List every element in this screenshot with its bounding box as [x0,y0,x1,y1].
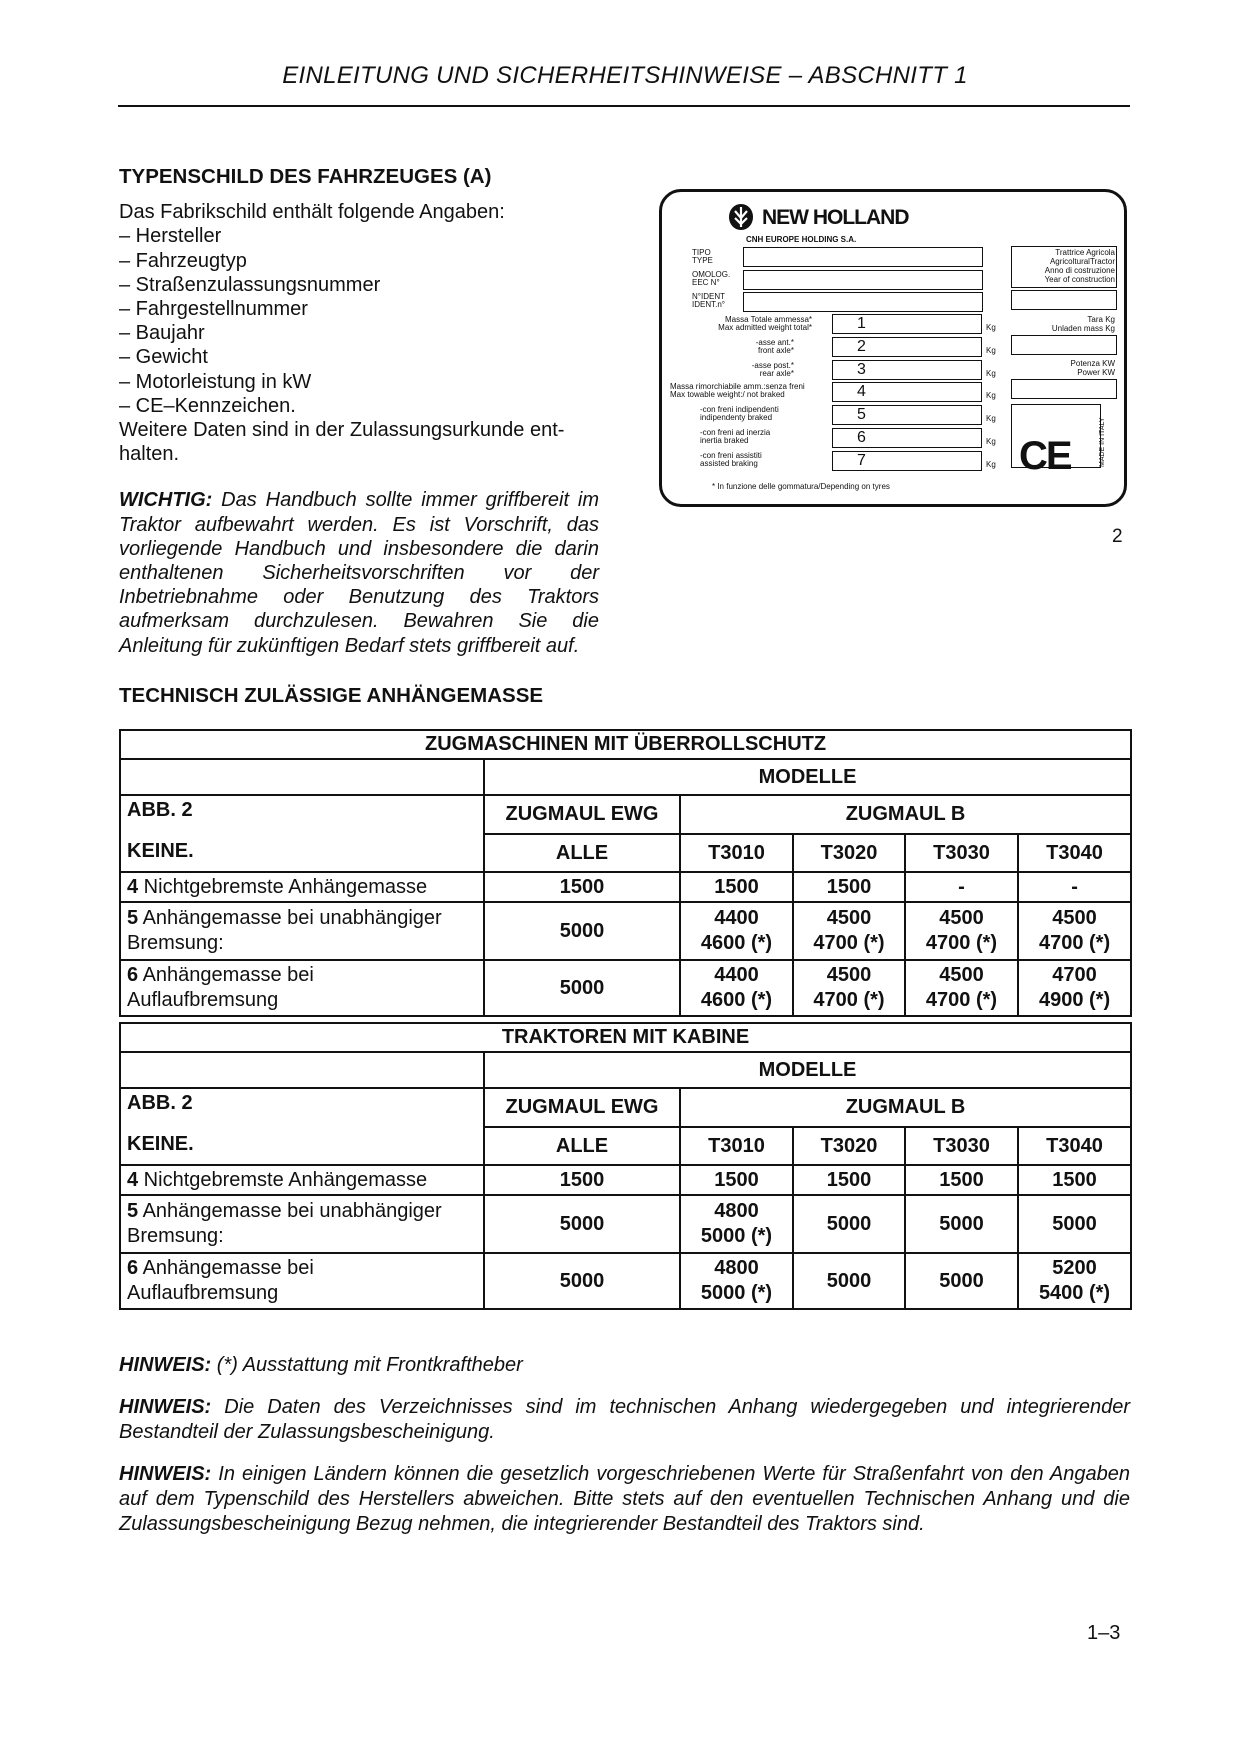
table-title: TRAKTOREN MIT KABINE [120,1023,1131,1052]
list-item: – Baujahr [119,322,205,345]
cell-value: 4700 (*) [925,989,998,1011]
table-cell [793,960,905,1016]
table-cell [680,902,793,960]
label-assisted-braking: assisted braking [700,459,758,468]
table-cell [680,1253,793,1309]
table-header-model: T3020 [793,834,905,872]
text-line: Weitere Daten sind in der Zulassungsurkunde ent- [119,419,565,442]
label-assistiti: -con freni assistiti [700,451,762,460]
table-cell [1018,1253,1131,1309]
label-inertia-braked: inertia braked [700,436,749,445]
label-inerzia: -con freni ad inerzia [700,428,771,437]
table-cell: 5000 [484,1253,680,1309]
table-header-abb [120,795,484,872]
nameplate-description [119,165,599,658]
weight-box-number: 4 [857,383,866,400]
label-power: Power KW [1077,368,1115,377]
table-cell: - [1018,872,1131,902]
brand-logo: NEW HOLLAND [762,206,909,229]
abb-label: ABB. 2 [127,799,193,821]
table-cell [1018,960,1131,1016]
row-label [120,872,484,902]
table-cell [1018,902,1131,960]
label-rear-axle: rear axle* [759,369,794,378]
table-cell: 1500 [484,872,680,902]
label-agricultural-tractor: AgricolturalTractor [1049,257,1115,266]
weight-box-7 [832,451,982,471]
list-item: – Fahrgestellnummer [119,298,308,321]
label-tipo: TIPO [692,248,711,257]
table-cell: 1500 [793,872,905,902]
list-item: – Straßenzulassungsnummer [119,273,381,296]
towing-table-cab [119,1022,1132,1310]
weight-box-number: 3 [857,361,866,378]
table-cell: 1500 [905,1165,1018,1195]
cell-value: 4700 (*) [813,989,885,1011]
note-front-lift [119,1353,1130,1378]
kg-unit: Kg [986,460,996,469]
table-cell [680,960,793,1016]
cell-value: 4900 (*) [1038,989,1111,1011]
abb-label: ABB. 2 [127,1092,193,1114]
table-cell: 5000 [905,1253,1018,1309]
table-cell: 5000 [484,902,680,960]
cell-value: 4500 [939,964,984,986]
table-cell: 5000 [793,1253,905,1309]
row-label-text: Nichtgebremste Anhängemasse [138,1168,428,1191]
row-label-text: Anhängemasse bei [138,1257,314,1279]
table-cell [680,1195,793,1253]
table-header-model: T3010 [680,1127,793,1165]
table-cell: 5000 [484,1195,680,1253]
label-potenza: Potenza KW [1070,359,1115,368]
table-row [120,1253,1131,1309]
label-massa: Massa Totale ammessa* [725,315,812,324]
table-cell: 5000 [905,1195,1018,1253]
weight-box-number: 1 [857,315,866,332]
text-line: Das Fabrikschild enthält folgende Angaben: [119,201,505,224]
table-cell: - [905,872,1018,902]
cell-value: 4500 [1052,907,1097,929]
label-maxweight: Max admitted weight total* [718,323,812,332]
new-holland-leaf-icon [726,202,756,232]
cell-value: 4700 (*) [1038,932,1111,954]
row-label [120,960,484,1016]
row-label-text: Anhängemasse bei [138,964,314,986]
cell-value: 4600 (*) [700,989,773,1011]
note-text: Die Daten des Verzeichnisses sind im technischen Anhang wiedergegeben und integrierender Bestandteil der Zulassungsbescheinigung. [119,1396,1130,1443]
label-front-axle: front axle* [757,346,794,355]
page-header-title: EINLEITUNG UND SICHERHEITSHINWEISE – ABSCHNITT 1 [282,62,968,89]
table-title: ZUGMASCHINEN MIT ÜBERROLLSCHUTZ [120,730,1131,759]
made-in-italy: MADE IN ITALY [1099,417,1106,467]
label-towable: Max towable weight:/ not braked [670,390,785,399]
table-row [120,902,1131,960]
weight-box-number: 5 [857,406,866,423]
label-year: Year of construction [1044,275,1115,284]
important-label: WICHTIG: [119,489,213,512]
table-cell: 1500 [680,872,793,902]
label-nident: N°IDENT [692,292,725,301]
homologation-field [743,270,983,290]
weight-box-number: 2 [857,338,866,355]
table-cell [120,759,484,795]
label-type: TYPE [692,256,713,265]
kg-unit: Kg [986,369,996,378]
keine-label: KEINE. [127,1133,194,1155]
label-asse-post: -asse post.* [751,361,794,370]
label-unladen: Unladen mass Kg [1051,324,1115,333]
weight-box-6 [832,428,982,448]
page-number: 1–3 [1087,1622,1121,1644]
note-text: (*) Ausstattung mit Frontkraftheber [211,1354,523,1376]
cell-value: 4400 [714,907,759,929]
ce-mark-icon: CE [1019,434,1071,478]
list-item: – CE–Kennzeichen. [119,394,296,417]
nameplate-figure [659,189,1127,507]
cell-value: 4700 [1052,964,1097,986]
power-field [1011,379,1117,399]
kg-unit: Kg [986,391,996,400]
row-number: 4 [127,875,139,898]
table-cell: 1500 [680,1165,793,1195]
cell-value: 5400 (*) [1038,1282,1111,1304]
section-heading-nameplate: TYPENSCHILD DES FAHRZEUGES (A) [119,165,492,188]
row-number: 6 [127,1257,139,1279]
table-cell: 5000 [793,1195,905,1253]
note-annex [119,1395,1130,1445]
table-header-zugmaul-ewg: ZUGMAUL EWG [484,795,680,834]
table-row [120,1195,1131,1253]
table-header-modelle: MODELLE [484,759,1131,795]
note-country-values [119,1462,1130,1537]
important-note [119,488,599,657]
row-label-text: Anhängemasse bei unabhängiger [138,1200,442,1222]
section-heading-towing: TECHNISCH ZULÄSSIGE ANHÄNGEMASSE [119,684,544,707]
label-trattrice: Trattrice Agricola [1055,248,1115,257]
row-label [120,1195,484,1253]
header-divider [118,105,1130,107]
table-header-alle: ALLE [484,834,680,872]
weight-box-5 [832,405,982,425]
figure-number: 2 [1112,526,1123,547]
label-eec: EEC N° [692,278,720,287]
table-row [120,872,1131,902]
row-label [120,1165,484,1195]
kg-unit: Kg [986,414,996,423]
table-header-model: T3030 [905,1127,1018,1165]
row-label [120,1253,484,1309]
label-anno: Anno di costruzione [1044,266,1115,275]
note-label: HINWEIS: [119,1354,212,1376]
towing-table-rops [119,729,1132,1017]
note-label: HINWEIS: [119,1396,212,1418]
row-label-text: Bremsung: [127,1225,224,1247]
cell-value: 5000 (*) [700,1225,773,1247]
weight-box-number: 7 [857,452,866,469]
table-cell [793,902,905,960]
row-number: 4 [127,1168,139,1191]
label-omolog: OMOLOG. [692,270,731,279]
table-cell: 5000 [484,960,680,1016]
year-field [1011,290,1117,310]
note-label: HINWEIS: [119,1463,212,1485]
important-text: Das Handbuch sollte immer griffbereit im Traktor aufbewahrt werden. Es ist Vorschrift, das vorliegende Handbuch und insbesondere die darin enthaltenen Sicherheitsvorschriften vor der Inbetriebnahme oder Benutzung des Traktors aufmerksam durchzulesen. Bewahren Sie die Anleitung für zukünftigen Bedarf stets griffbereit auf. [119,489,599,657]
label-asse-ant: -asse ant.* [755,338,794,347]
cell-value: 4700 (*) [925,932,998,954]
table-header-model: T3030 [905,834,1018,872]
row-label-text: Anhängemasse bei unabhängiger [138,907,442,929]
table-header-model: T3020 [793,1127,905,1165]
nameplate-footnote: * In funzione delle gommatura/Depending on tyres [712,482,890,491]
cell-value: 5000 (*) [700,1282,773,1304]
table-cell: 1500 [793,1165,905,1195]
cell-value: 5200 [1052,1257,1097,1279]
cell-value: 4500 [939,907,984,929]
row-label-text: Auflaufbremsung [127,989,279,1011]
table-header-abb [120,1088,484,1165]
label-indipendenti: -con freni indipendenti [700,405,779,414]
kg-unit: Kg [986,346,996,355]
unladen-field [1011,335,1117,355]
row-number: 5 [127,907,139,929]
list-item: – Fahrzeugtyp [119,249,247,272]
keine-label: KEINE. [127,840,194,862]
row-label [120,902,484,960]
cell-value: 4500 [826,907,872,929]
weight-box-number: 6 [857,429,866,446]
row-number: 6 [127,964,139,986]
weight-box-1 [832,314,982,334]
type-field [743,247,983,267]
cell-value: 4800 [714,1257,759,1279]
company-name: CNH EUROPE HOLDING S.A. [746,235,857,244]
table-row [120,1165,1131,1195]
list-item: – Hersteller [119,225,222,248]
list-item: – Gewicht [119,346,208,369]
table-header-zugmaul-b: ZUGMAUL B [680,1088,1131,1127]
table-cell: 5000 [1018,1195,1131,1253]
label-indipendently-braked: indipendenty braked [700,413,773,422]
list-item: – Motorleistung in kW [119,370,312,393]
row-label-text: Nichtgebremste Anhängemasse [138,875,428,898]
table-header-alle: ALLE [484,1127,680,1165]
label-tara: Tara Kg [1087,315,1115,324]
row-number: 5 [127,1200,139,1222]
cell-value: 4500 [826,964,872,986]
kg-unit: Kg [986,437,996,446]
text-line: halten. [119,443,180,466]
table-header-zugmaul-ewg: ZUGMAUL EWG [484,1088,680,1127]
table-header-model: T3010 [680,834,793,872]
kg-unit: Kg [986,323,996,332]
table-header-model: T3040 [1018,834,1131,872]
table-header-modelle: MODELLE [484,1052,1131,1088]
table-cell: 1500 [484,1165,680,1195]
row-label-text: Auflaufbremsung [127,1282,279,1304]
table-cell: 1500 [1018,1165,1131,1195]
table-row [120,960,1131,1016]
weight-box-2 [832,337,982,357]
note-text: In einigen Ländern können die gesetzlich vorgeschriebenen Werte für Straßenfahrt von den Angaben auf dem Typenschild des Herstellers abweichen. Bitte stets auf den eventuellen Technischen Anhang und die Zulassungsbescheinigung Bezug nehmen, die integrierender Bestandteil des Traktors sind. [119,1463,1130,1535]
table-cell [120,1052,484,1088]
cell-value: 4700 (*) [813,932,885,954]
ident-field [743,292,983,312]
cell-value: 4800 [714,1200,759,1222]
table-cell [905,960,1018,1016]
table-header-model: T3040 [1018,1127,1131,1165]
label-rimorchiabile: Massa rimorchiabile amm.:senza freni [670,382,805,391]
table-cell [905,902,1018,960]
weight-box-3 [832,360,982,380]
label-identn: IDENT.n° [692,300,725,309]
cell-value: 4400 [714,964,759,986]
weight-box-4 [832,382,982,402]
cell-value: 4600 (*) [700,932,773,954]
row-label-text: Bremsung: [127,932,224,954]
table-header-zugmaul-b: ZUGMAUL B [680,795,1131,834]
